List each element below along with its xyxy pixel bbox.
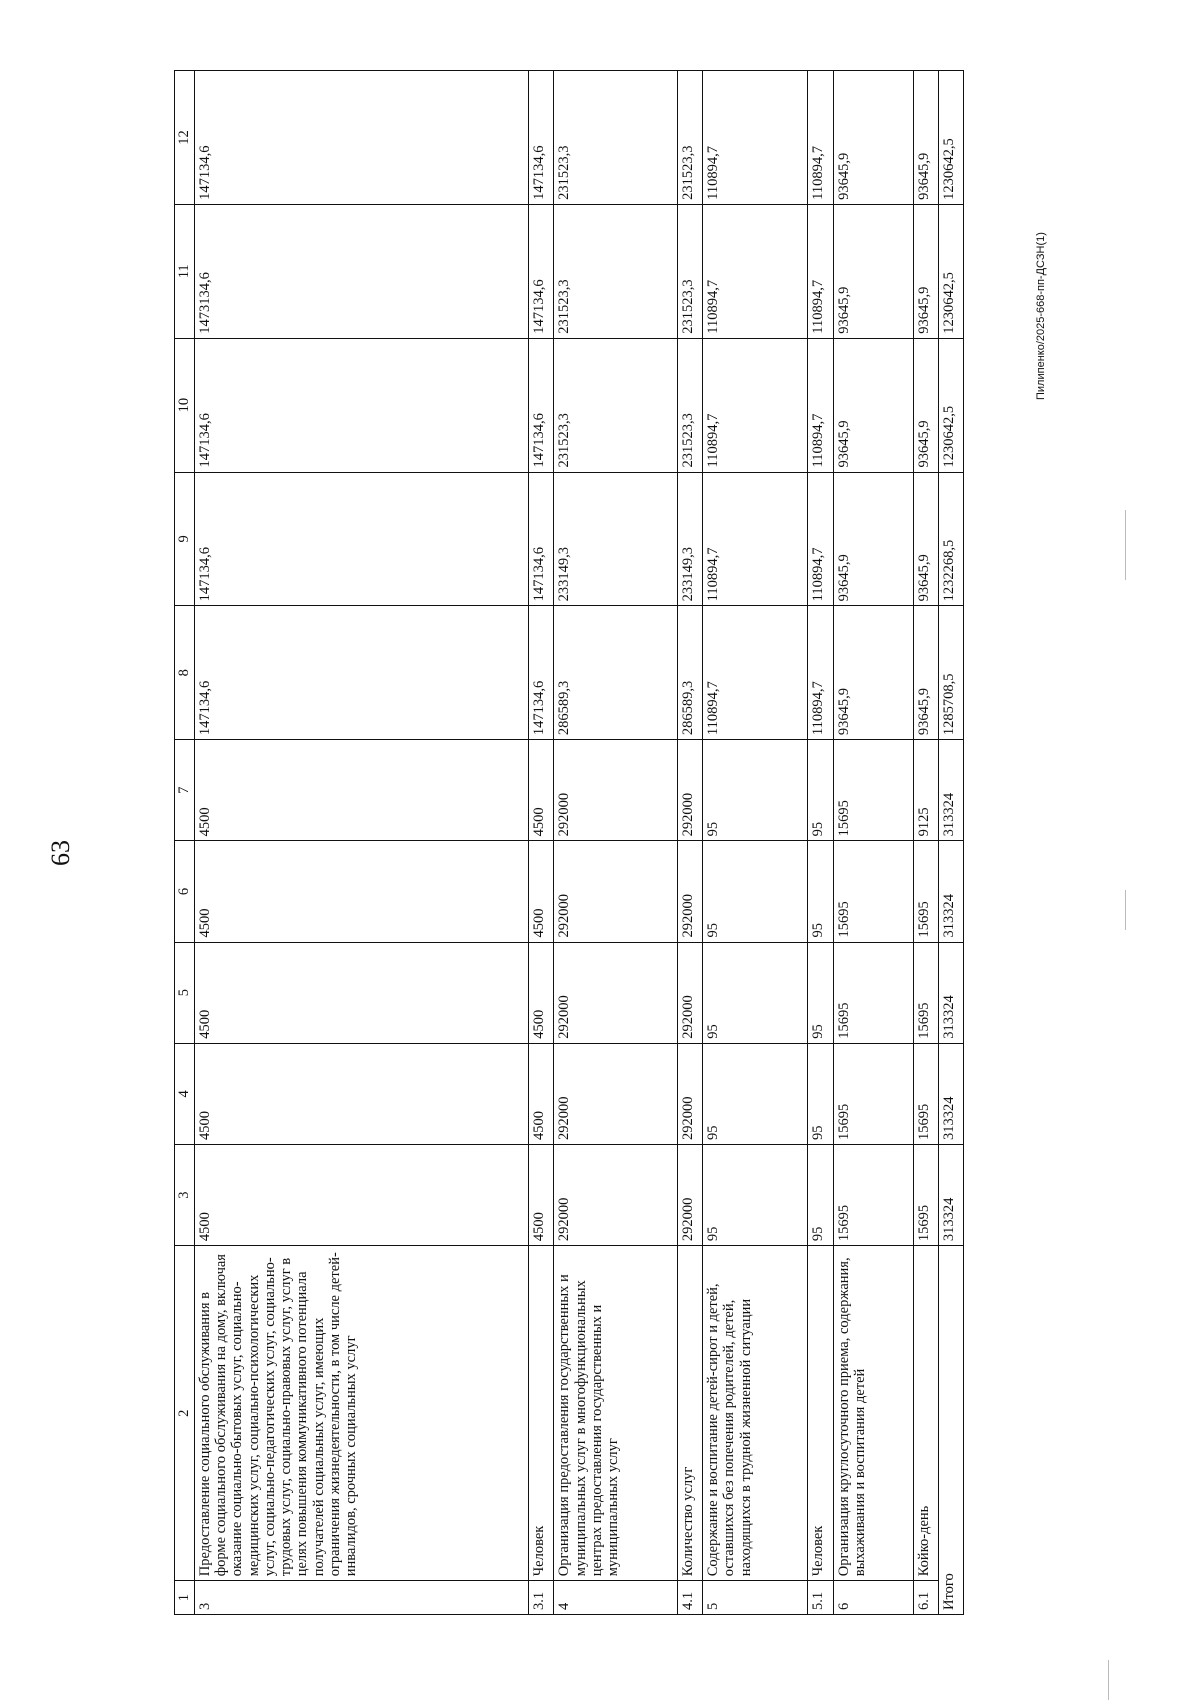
table-cell: 3 [195,1581,529,1615]
header-cell: 10 [175,338,195,472]
table-cell: 110894,7 [808,204,833,338]
header-cell: 3 [175,1144,195,1245]
table-row [913,71,938,1615]
table-cell: 95 [808,1144,833,1245]
table-cell: Итого [938,1246,963,1615]
document-code: Пилипенко/2025-668-пп-ДСЗН(1) [1035,232,1047,400]
header-cell: 11 [175,204,195,338]
scan-artifact [1125,890,1126,930]
table-cell: 15695 [833,841,913,942]
table-cell: 93645,9 [913,338,938,472]
table-cell: 4500 [529,942,554,1043]
header-cell: 8 [175,606,195,740]
table-cell: 313324 [938,1144,963,1245]
table-cell: 95 [703,841,808,942]
table-cell: 313324 [938,942,963,1043]
table-cell: 93645,9 [833,204,913,338]
table-cell: 292000 [677,740,702,841]
table-cell: 147134,6 [529,71,554,205]
table-cell: 95 [703,1043,808,1144]
table-row [833,71,913,1615]
table-row [808,71,833,1615]
header-row [175,71,195,1615]
table-cell: 6 [833,1581,913,1615]
header-cell: 12 [175,71,195,205]
table-cell: 93645,9 [833,472,913,606]
table-cell: 110894,7 [703,71,808,205]
table-cell: 93645,9 [833,71,913,205]
table-cell: 4500 [195,1043,529,1144]
scan-artifact [1108,1660,1109,1700]
table-cell: 95 [703,740,808,841]
header-cell: 2 [175,1246,195,1581]
header-cell: 6 [175,841,195,942]
table-cell: 95 [808,942,833,1043]
table-cell: 292000 [554,1144,678,1245]
table-cell: 9125 [913,740,938,841]
table-cell: 147134,6 [529,606,554,740]
table-cell: 15695 [833,942,913,1043]
table-cell: Организация круглосуточного приема, содержания, выхаживания и воспитания детей [833,1246,913,1581]
table-cell: 1230642,5 [938,71,963,205]
page-number: 63 [46,840,75,866]
rotated-table-container [174,70,964,1615]
table-cell: 5.1 [808,1581,833,1615]
header-cell: 5 [175,942,195,1043]
data-table [174,70,964,1615]
table-cell: 93645,9 [913,204,938,338]
table-cell: 4500 [529,1144,554,1245]
table-cell: 1230642,5 [938,204,963,338]
table-cell: 292000 [677,841,702,942]
table-cell: 15695 [833,740,913,841]
table-cell: 110894,7 [703,204,808,338]
table-cell: 93645,9 [833,338,913,472]
table-cell: 4500 [195,740,529,841]
table-cell: 15695 [833,1144,913,1245]
table-cell: 3.1 [529,1581,554,1615]
table-cell: Койко-день [913,1246,938,1581]
table-cell: 93645,9 [913,472,938,606]
table-cell: 1230642,5 [938,338,963,472]
table-cell: 233149,3 [554,472,678,606]
scan-artifact [1125,510,1126,580]
table-cell: 4.1 [677,1581,702,1615]
table-cell: 110894,7 [808,338,833,472]
table-cell: Организация предоставления государственных и муниципальных услуг в многофункциональных центрах предоставления государственных и муниципальных услуг [554,1246,678,1581]
table-cell: 231523,3 [554,338,678,472]
table-cell: 95 [703,942,808,1043]
table-cell: 5 [703,1581,808,1615]
table-cell: 95 [808,1043,833,1144]
table-cell: 95 [808,740,833,841]
table-cell: 15695 [913,841,938,942]
table-cell: 110894,7 [703,338,808,472]
table-cell: 4500 [529,1043,554,1144]
table-cell: Предоставление социального обслуживания в форме социального обслуживания на дому, включая оказание социально-бытовых услуг, социально-медицинских услуг, социально-психологических услуг, социально-педагогических услуг, социально-трудовых услуг, социально-правовых услуг, услуг в целях повышения коммуникативного потенциала получателей социальных услуг, имеющих ограничения жизнедеятельности, в том числе детей-инвалидов, срочных социальных услуг [195,1246,529,1581]
table-cell: 292000 [554,740,678,841]
table-cell: Человек [529,1246,554,1581]
table-cell: 6.1 [913,1581,938,1615]
table-cell: 95 [703,1144,808,1245]
table-row [195,71,529,1615]
table-cell: 231523,3 [554,204,678,338]
table-cell: 292000 [677,1144,702,1245]
table-cell: 1285708,5 [938,606,963,740]
table-cell: 4500 [195,841,529,942]
table-cell: 147134,6 [195,338,529,472]
table-cell: 110894,7 [703,606,808,740]
table-cell: 110894,7 [808,606,833,740]
table-cell: 147134,6 [529,338,554,472]
table-row [529,71,554,1615]
table-cell: 4 [554,1581,678,1615]
table-cell: 147134,6 [195,71,529,205]
header-cell: 4 [175,1043,195,1144]
header-cell: 7 [175,740,195,841]
table-cell: 4500 [529,740,554,841]
table-cell: 231523,3 [677,71,702,205]
table-row [677,71,702,1615]
table-cell: 95 [808,841,833,942]
table-cell: 110894,7 [808,71,833,205]
table-cell: 93645,9 [833,606,913,740]
table-cell: 147134,6 [195,472,529,606]
table-cell: 292000 [677,942,702,1043]
table-cell: 1473134,6 [195,204,529,338]
table-cell: 231523,3 [677,338,702,472]
table-cell: 147134,6 [195,606,529,740]
table-cell: 313324 [938,1043,963,1144]
header-cell: 9 [175,472,195,606]
table-cell: 110894,7 [808,472,833,606]
table-cell: 15695 [913,1144,938,1245]
table-row [554,71,678,1615]
table-cell: 313324 [938,841,963,942]
table-cell: 292000 [677,1043,702,1144]
table-cell: 292000 [554,841,678,942]
table-cell: 4500 [195,942,529,1043]
table-cell: 15695 [913,942,938,1043]
header-cell: 1 [175,1581,195,1615]
table-cell: Количество услуг [677,1246,702,1581]
table-cell: 110894,7 [703,472,808,606]
table-cell: 292000 [554,1043,678,1144]
table-cell: 233149,3 [677,472,702,606]
table-cell: 1232268,5 [938,472,963,606]
table-cell: 15695 [913,1043,938,1144]
table-cell: 93645,9 [913,71,938,205]
table-cell: 93645,9 [913,606,938,740]
table-row [938,71,963,1615]
table-cell: 286589,3 [554,606,678,740]
table-cell: 4500 [529,841,554,942]
table-row [703,71,808,1615]
table-cell: 231523,3 [554,71,678,205]
table-cell: 292000 [554,942,678,1043]
table-cell: Человек [808,1246,833,1581]
table-cell: 147134,6 [529,472,554,606]
table-cell: 286589,3 [677,606,702,740]
table-cell: Содержание и воспитание детей-сирот и детей, оставшихся без попечения родителей, детей, находящихся в трудной жизненной ситуации [703,1246,808,1581]
table-cell: 231523,3 [677,204,702,338]
table-cell: 4500 [195,1144,529,1245]
table-cell: 147134,6 [529,204,554,338]
table-cell: 313324 [938,740,963,841]
table-cell: 15695 [833,1043,913,1144]
